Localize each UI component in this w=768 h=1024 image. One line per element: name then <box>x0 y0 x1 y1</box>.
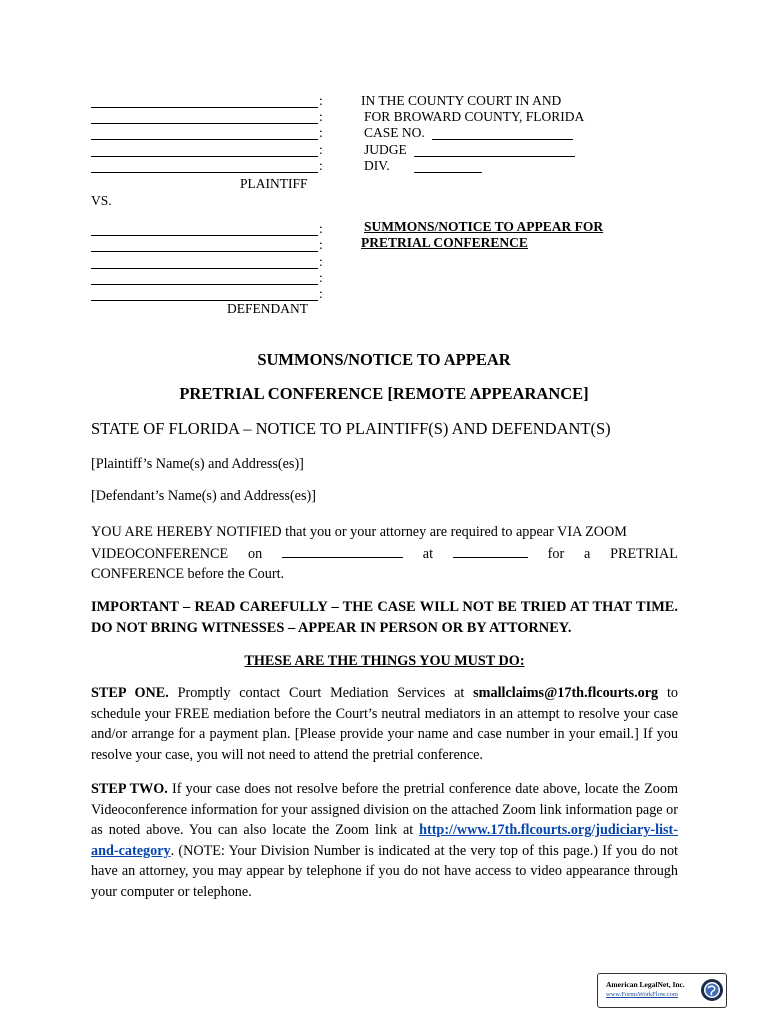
defendant-line-1[interactable] <box>91 235 318 236</box>
case-title-line-2: PRETRIAL CONFERENCE <box>361 235 528 250</box>
pretrial-time-field[interactable] <box>453 543 528 558</box>
step-two-label: STEP TWO. <box>91 781 168 797</box>
logo-url: www.FormsWorkFlow.com <box>606 991 678 998</box>
colon: : <box>319 158 323 173</box>
american-legalnet-logo[interactable] <box>597 973 727 1008</box>
plaintiff-names-placeholder: [Plaintiff’s Name(s) and Address(es)] <box>91 456 304 472</box>
div-label: DIV. <box>364 158 390 173</box>
colon: : <box>319 142 323 157</box>
document-title: SUMMONS/NOTICE TO APPEAR <box>257 350 511 369</box>
notice-word: PRETRIAL <box>610 546 678 562</box>
document-title-line-2: PRETRIAL CONFERENCE [REMOTE APPEARANCE] <box>179 384 589 403</box>
notice-line-2 <box>91 543 678 565</box>
plaintiff-line-2[interactable] <box>91 123 318 124</box>
defendant-line-3[interactable] <box>91 268 318 269</box>
defendant-label: DEFENDANT <box>227 301 308 316</box>
notice-word: at <box>422 546 434 562</box>
step-one-text-continued: to schedule your FREE mediation before the Court’s neutral mediators in an attempt to resolve your case and/or arrange for a payment plan. [Please provide your name and case number in your email.] If you resolve your case, you will not need to attend the pretrial conference. <box>91 685 678 763</box>
judiciary-list-link[interactable]: http://www.17th.flcourts.org/judiciary-list-and-category <box>91 822 678 859</box>
notice-word: for <box>547 546 565 562</box>
colon: : <box>319 270 323 285</box>
plaintiff-line-1[interactable] <box>91 107 318 108</box>
notice-line-3: CONFERENCE before the Court. <box>91 566 285 582</box>
colon: : <box>319 237 323 252</box>
notice-line-1: YOU ARE HEREBY NOTIFIED that you or your attorney are required to appear VIA ZOOM <box>91 524 627 540</box>
plaintiff-line-5[interactable] <box>91 172 318 173</box>
plaintiff-label: PLAINTIFF <box>240 176 308 191</box>
colon: : <box>319 254 323 269</box>
defendant-line-2[interactable] <box>91 251 318 252</box>
colon: : <box>319 125 323 140</box>
pretrial-date-field[interactable] <box>282 543 403 558</box>
step-two-text-continued: . (NOTE: Your Division Number is indicated at the very top of this page.) If you do not have an attorney, you may appear by telephone if you do not have access to video appearance through your computer or telephone. <box>91 842 678 900</box>
step-two-paragraph <box>91 779 678 903</box>
colon: : <box>319 93 323 108</box>
judge-label: JUDGE <box>364 142 407 157</box>
colon: : <box>319 286 323 301</box>
notice-word: on <box>247 546 263 562</box>
logo-company-name: American LegalNet, Inc. <box>606 980 685 989</box>
plaintiff-line-4[interactable] <box>91 156 318 157</box>
things-heading: THESE ARE THE THINGS YOU MUST DO: <box>244 653 525 669</box>
globe-seal-icon <box>700 978 724 1002</box>
step-one-paragraph <box>91 683 678 765</box>
colon: : <box>319 109 323 124</box>
judge-field[interactable] <box>414 156 575 157</box>
mediation-email-link[interactable]: smallclaims@17th.flcourts.org <box>473 685 659 701</box>
vs-label: VS. <box>91 193 112 208</box>
defendant-names-placeholder: [Defendant’s Name(s) and Address(es)] <box>91 488 316 504</box>
notice-word: VIDEOCONFERENCE <box>91 546 229 562</box>
court-line-2: FOR BROWARD COUNTY, FLORIDA <box>364 109 585 124</box>
step-one-label: STEP ONE. <box>91 685 169 701</box>
step-two-text: If your case does not resolve before the pretrial conference date above, locate the Zoom Videoconference information for your assigned division on the attached Zoom link information page or as noted above. You can also locate the Zoom link at <box>91 781 678 839</box>
plaintiff-line-3[interactable] <box>91 139 318 140</box>
court-line-1: IN THE COUNTY COURT IN AND <box>361 93 562 108</box>
div-field[interactable] <box>414 172 482 173</box>
important-notice: IMPORTANT – READ CAREFULLY – THE CASE WILL NOT BE TRIED AT THAT TIME. DO NOT BRING WITNESSES – APPEAR IN PERSON OR BY ATTORNEY. <box>91 599 678 636</box>
colon: : <box>319 221 323 236</box>
state-notice-heading: STATE OF FLORIDA – NOTICE TO PLAINTIFF(S) AND DEFENDANT(S) <box>91 419 611 438</box>
case-no-field[interactable] <box>432 139 573 140</box>
case-no-label: CASE NO. <box>364 125 425 140</box>
case-title-line-1: SUMMONS/NOTICE TO APPEAR FOR <box>364 219 604 234</box>
step-one-text: Promptly contact Court Mediation Services at <box>168 685 474 701</box>
defendant-line-4[interactable] <box>91 284 318 285</box>
notice-word: a <box>584 546 591 562</box>
